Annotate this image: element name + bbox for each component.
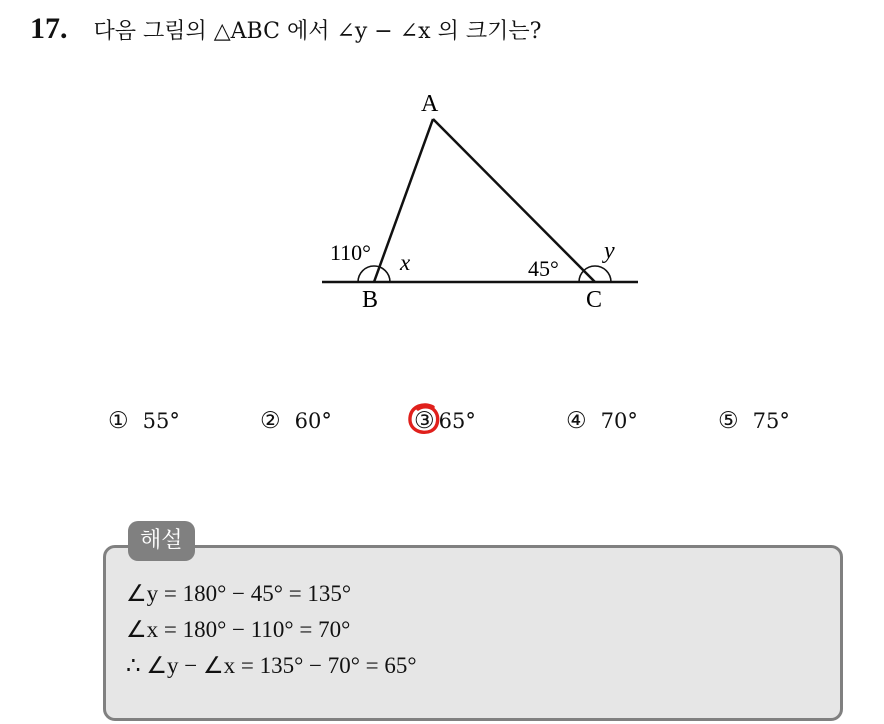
solution-line-1: ∠y = 180° − 45° = 135° [126,581,352,606]
choice-5-mark: ⑤ [718,408,739,434]
choice-4[interactable] [566,408,638,434]
solution-lines [126,576,417,684]
angle-45-label: 45° [528,256,559,281]
choice-2-value: 60° [294,409,332,433]
vertex-b-label: B [362,287,379,313]
question-text: 다음 그림의 △ABC 에서 ∠y − ∠x 의 크기는? [93,19,542,44]
choice-3-value: 65° [438,409,476,433]
solution-line-2: ∠x = 180° − 110° = 70° [126,617,351,642]
side-ac [433,119,595,282]
angle-y-label: y [604,238,615,264]
choice-4-mark: ④ [566,408,587,434]
vertex-c-label: C [586,287,603,313]
question-number: 17. [30,12,68,45]
vertex-a-label: A [421,91,439,117]
solution-line-3: ∴ ∠y − ∠x = 135° − 70° = 65° [126,653,417,678]
choice-3-mark [414,408,435,434]
choice-1-mark: ① [108,408,129,434]
angle-c-arc [579,266,611,282]
answer-choices [108,408,828,442]
choice-4-value: 70° [600,409,638,433]
choice-2-mark: ② [260,408,281,434]
choice-3-mark-glyph: ③ [414,408,435,434]
choice-2[interactable] [260,408,332,434]
choice-5-value: 75° [752,409,790,433]
choice-3[interactable] [414,408,476,434]
angle-x-label: x [400,250,411,275]
triangle-figure [300,80,650,320]
choice-1[interactable] [108,408,180,434]
choice-1-value: 55° [142,409,180,433]
choice-5[interactable] [718,408,790,434]
solution-tag: 해설 [128,521,195,561]
angle-110-label: 110° [330,240,371,265]
question [30,12,541,46]
